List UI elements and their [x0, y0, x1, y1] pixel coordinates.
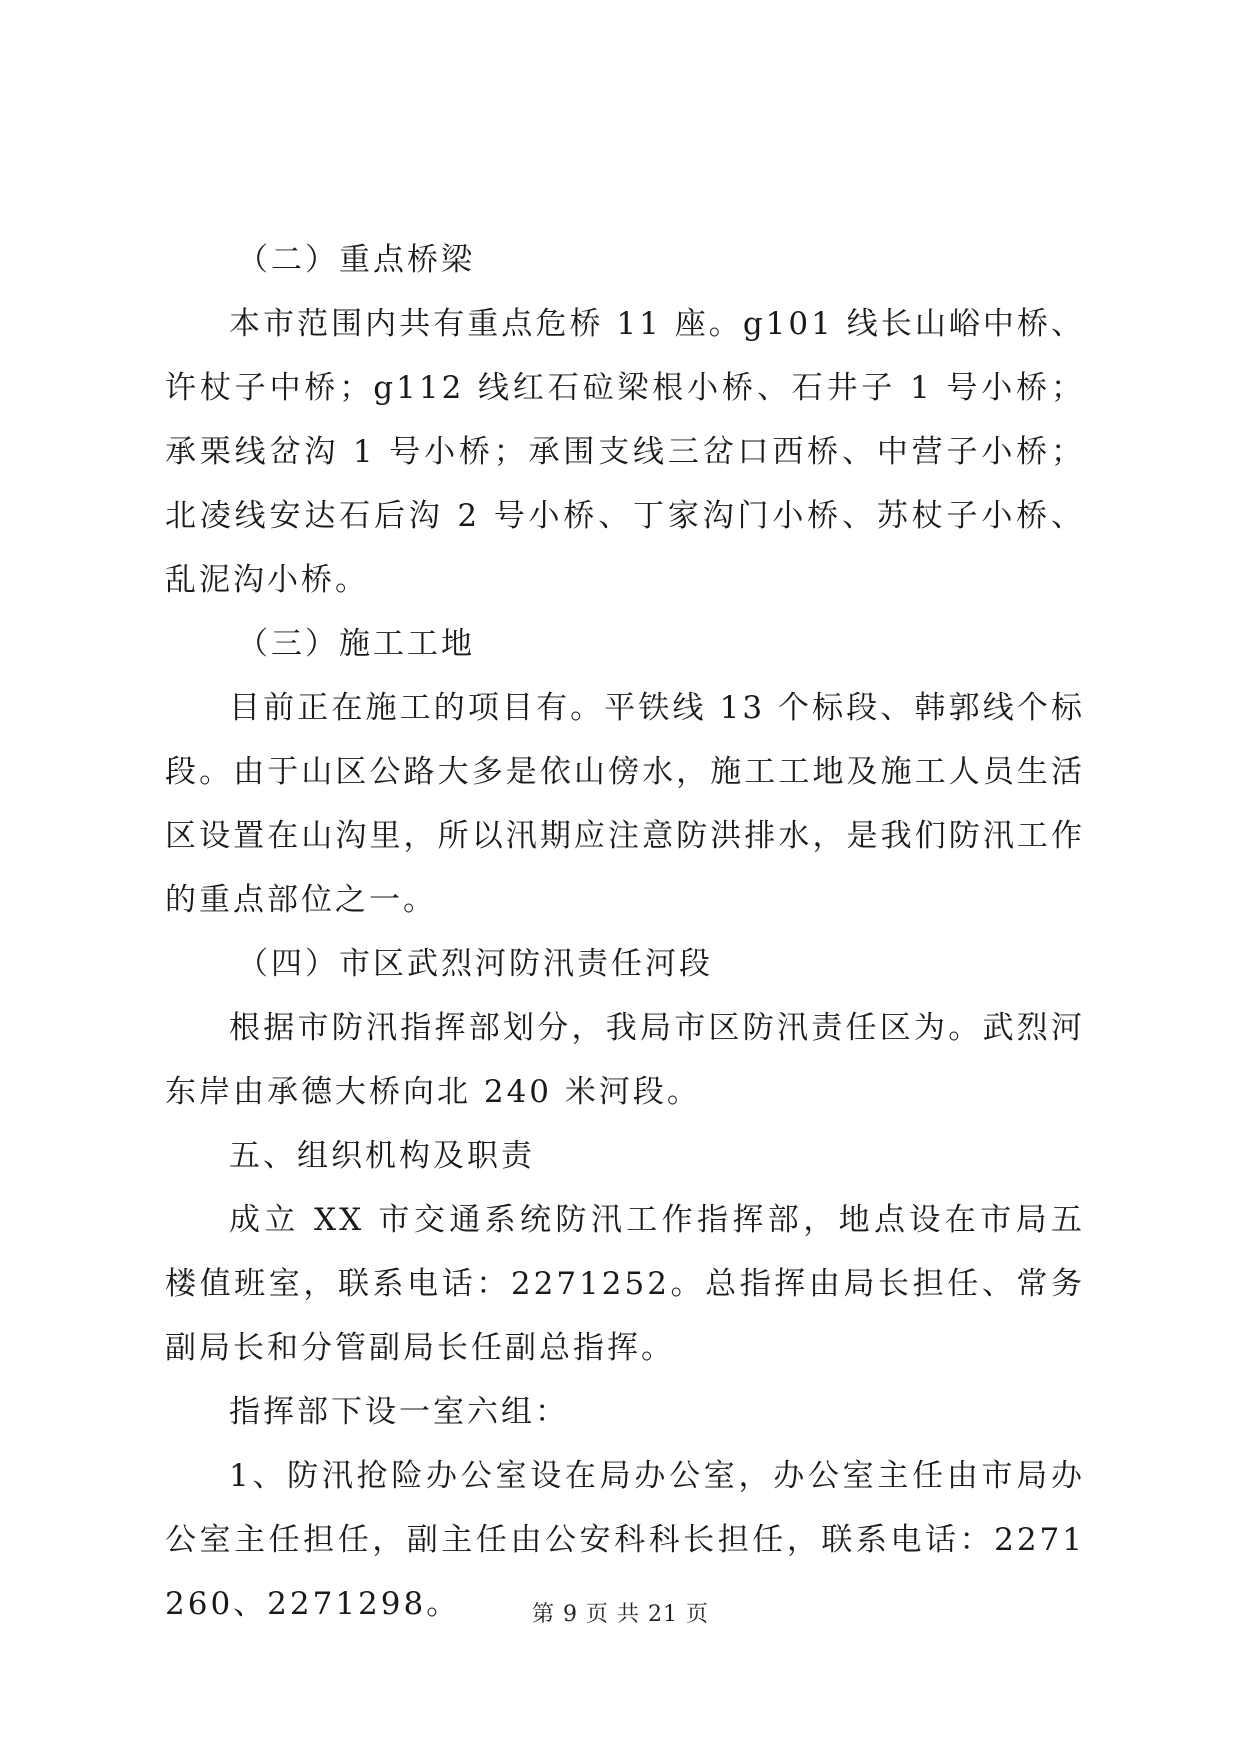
section-heading-key-bridges: （二）重点桥梁 — [237, 242, 475, 278]
section-heading-construction-sites: （三）施工工地 — [237, 626, 475, 662]
paragraph-river-section: 根据市防汛指挥部划分，我局市区防汛责任区为。武烈河东岸由承德大桥向北 240 米河段。 — [165, 1010, 1085, 1110]
paragraph-headquarters: 成立 XX 市交通系统防汛工作指挥部，地点设在市局五楼值班室，联系电话：2271252。总指挥由局长担任、常务副局长和分管副局长任副总指挥。 — [165, 1202, 1085, 1366]
section-heading-organization: 五、组织机构及职责 — [229, 1138, 535, 1174]
section-heading-river-section: （四）市区武烈河防汛责任河段 — [237, 946, 713, 982]
paragraph-subdivisions: 指挥部下设一室六组： — [229, 1394, 569, 1430]
paragraph-key-bridges: 本市范围内共有重点危桥 11 座。g101 线长山峪中桥、许杖子中桥；g112 线红石砬梁根小桥、石井子 1 号小桥；承栗线岔沟 1 号小桥；承围支线三岔口西桥、中营子小桥；北凌线安达石后沟 2 号小桥、丁家沟门小桥、苏杖子小桥、乱泥沟小桥。 — [165, 306, 1085, 598]
paragraph-construction-sites: 目前正在施工的项目有。平铁线 13 个标段、韩郭线个标段。由于山区公路大多是依山傍水，施工工地及施工人员生活区设置在山沟里，所以汛期应注意防洪排水，是我们防汛工作的重点部位之一。 — [165, 690, 1085, 918]
page-number-footer: 第 9 页 共 21 页 — [532, 1602, 709, 1627]
paragraph-office: 1、防汛抢险办公室设在局办公室，办公室主任由市局办公室主任担任，副主任由公安科科长担任，联系电话：2271260、2271298。 — [165, 1458, 1085, 1622]
document-body — [165, 228, 1085, 1636]
